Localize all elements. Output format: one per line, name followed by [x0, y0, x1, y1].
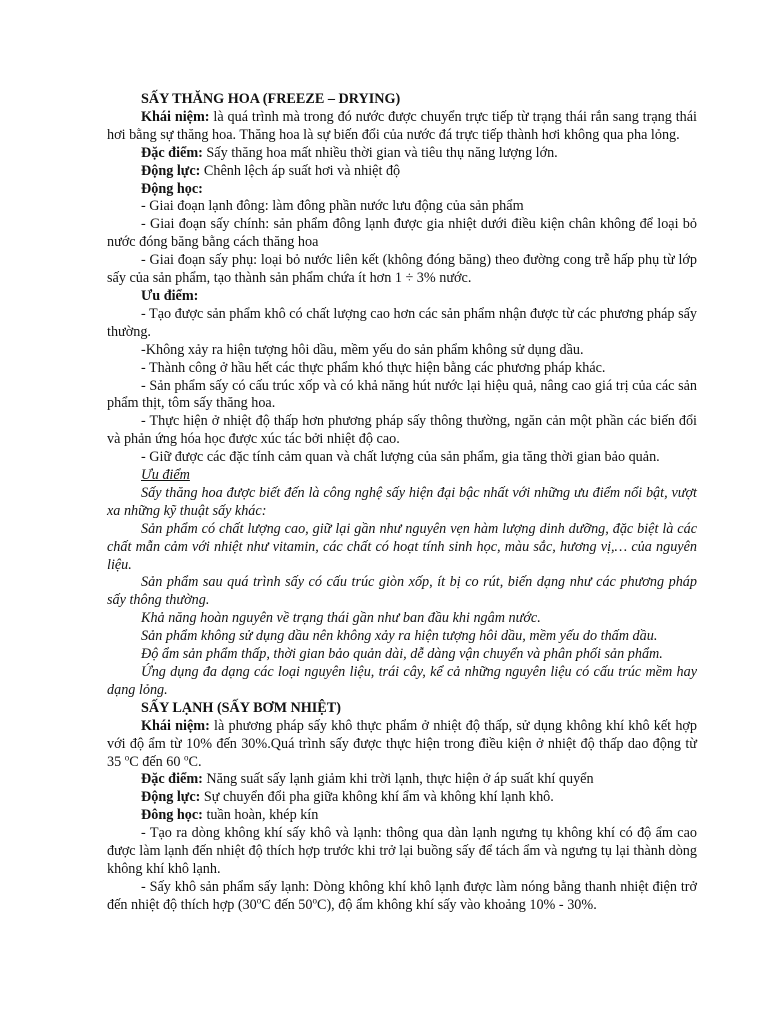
- kinetics-item-2: [107, 879, 697, 915]
- advantage-italic-item: Sản phẩm không sử dụng dầu nên không xảy ra hiện tượng hôi dầu, mềm yếu do thấm dầu.: [141, 628, 658, 645]
- kinetics-item: - Giai đoạn sấy chính: sản phẩm đông lạnh được gia nhiệt dưới điều kiện chân không để loại bỏ nước đóng băng bằng cách thăng hoa: [107, 216, 697, 251]
- text-characteristics-2: Năng suất sấy lạnh giảm khi trời lạnh, thực hiện ở áp suất khí quyển: [202, 771, 594, 788]
- paragraph-characteristics: [107, 145, 697, 163]
- paragraph-characteristics-2: [107, 771, 697, 789]
- label-driving-force: Động lực:: [141, 162, 201, 179]
- label-definition-2: Khái niệm:: [141, 717, 210, 734]
- text-definition-2c: C.: [188, 753, 202, 770]
- text-definition: là quá trình mà trong đó nước được chuyển trực tiếp từ trạng thái rắn sang trạng thái hơi bằng sự thăng hoa. Thăng hoa là sự biến đổi của nước đá trực tiếp thành hơi không qua pha lỏng.: [107, 108, 697, 143]
- paragraph-definition-2: [107, 718, 697, 772]
- label-characteristics-2: Đặc điểm:: [141, 771, 203, 788]
- advantage-item: - Thực hiện ở nhiệt độ thấp hơn phương pháp sấy thông thường, ngăn cản một phần các biến đổi và phản ứng hóa học được xúc tác bởi nhiệt độ cao.: [107, 413, 697, 448]
- section-title-freeze-drying: SẤY THĂNG HOA (FREEZE – DRYING): [141, 91, 401, 107]
- advantage-item: - Tạo được sản phẩm khô có chất lượng cao hơn các sản phẩm nhận được từ các phương pháp sấy thường.: [107, 305, 697, 340]
- paragraph-driving-force: [107, 163, 697, 181]
- label-driving-force-2: Động lực:: [141, 789, 201, 806]
- text-item2a: - Sấy khô sản phẩm sấy lạnh: Dòng không khí khô lạnh được làm nóng bằng thanh nhiệt điện trở đến nhiệt độ thích hợp (30: [107, 878, 697, 913]
- paragraph-kinetics: [107, 181, 697, 199]
- advantage-item: -Không xảy ra hiện tượng hôi dầu, mềm yếu do sản phẩm không sử dụng dầu.: [141, 341, 584, 358]
- text-characteristics: Sấy thăng hoa mất nhiều thời gian và tiêu thụ năng lượng lớn.: [202, 144, 558, 161]
- paragraph-advantages-italic: [107, 467, 697, 485]
- text-definition-2b: C đến 60: [129, 753, 185, 770]
- label-kinetics: Động học:: [141, 180, 203, 197]
- text-item2b: C đến 50: [261, 896, 313, 913]
- advantage-italic-item: Sản phẩm sau quá trình sấy có cấu trúc giòn xốp, ít bị co rút, biến dạng như các phương pháp sấy thông thường.: [107, 574, 697, 609]
- label-characteristics: Đặc điểm:: [141, 144, 203, 161]
- text-definition-2a: là phương pháp sấy khô thực phẩm ở nhiệt độ thấp, sử dụng không khí khô kết hợp với độ ẩm từ 10% đến 30%.Quá trình sấy được thực hiện trong điều kiện ở nhiệt độ thấp dao động từ 35: [107, 717, 698, 770]
- advantage-item: - Thành công ở hầu hết các thực phẩm khó thực hiện bằng các phương pháp khác.: [141, 359, 606, 376]
- kinetics-item-2: - Tạo ra dòng không khí sấy khô và lạnh: thông qua dàn lạnh ngưng tụ không khí có độ ẩm cao được làm lạnh đến nhiệt độ thích hợp trước khi trở lại buồng sấy để tách ẩm và ngưng tụ lại thành dòng không khí khô lạnh.: [107, 825, 697, 877]
- degree-sign: o: [312, 895, 317, 906]
- degree-sign: o: [256, 895, 262, 906]
- kinetics-item: - Giai đoạn sấy phụ: loại bỏ nước liên kết (không đóng băng) theo đường cong trễ hấp phụ từ lớp sấy của sản phẩm, tạo thành sản phẩm chứa ít hơn 1 ÷ 3% nước.: [107, 252, 697, 287]
- degree-sign: o: [124, 751, 130, 762]
- label-advantages-italic: Ưu điểm: [141, 467, 190, 484]
- advantage-item: - Sản phẩm sấy có cấu trúc xốp và có khả năng hút nước lại hiệu quả, nâng cao giá trị của các sản phẩm thịt, tôm sấy thăng hoa.: [107, 377, 697, 412]
- label-kinetics-2: Đông học:: [141, 807, 203, 824]
- paragraph-driving-force-2: [107, 789, 697, 807]
- label-advantages: Ưu điểm:: [141, 287, 199, 304]
- advantage-italic-item: Độ ẩm sản phẩm thấp, thời gian bảo quản dài, dễ dàng vận chuyển và phân phối sản phẩm.: [141, 646, 663, 663]
- text-driving-force: Chênh lệch áp suất hơi và nhiệt độ: [200, 162, 401, 179]
- text-item2c: C), độ ẩm không khí sấy vào khoảng 10% - 30%.: [316, 896, 597, 913]
- text-driving-force-2: Sự chuyển đổi pha giữa không khí ẩm và không khí lạnh khô.: [200, 789, 554, 806]
- advantage-italic-item: Sản phẩm có chất lượng cao, giữ lại gần như nguyên vẹn hàm lượng dinh dưỡng, đặc biệt là các chất mẫn cảm với nhiệt như vitamin, các chất có hoạt tính sinh học, màu sắc, hương vị,… của nguyên liệu.: [107, 520, 697, 573]
- label-definition: Khái niệm:: [141, 108, 210, 125]
- advantage-italic-item: Khả năng hoàn nguyên về trạng thái gần như ban đầu khi ngâm nước.: [141, 610, 541, 627]
- degree-sign: o: [184, 751, 189, 762]
- paragraph-kinetics-2: [107, 807, 697, 825]
- section-title-cold-drying: SẤY LẠNH (SẤY BƠM NHIỆT): [141, 699, 341, 716]
- paragraph-advantages: [107, 288, 697, 306]
- advantage-italic-item: Ứng dụng đa dạng các loại nguyên liệu, trái cây, kể cả những nguyên liệu có cấu trúc mềm hay dạng lỏng.: [107, 664, 697, 698]
- paragraph-definition: [107, 109, 697, 145]
- advantage-item: - Giữ được các đặc tính cảm quan và chất lượng của sản phẩm, gia tăng thời gian bảo quản.: [141, 449, 660, 466]
- text-kinetics-2: tuần hoàn, khép kín: [202, 807, 319, 824]
- kinetics-item: - Giai đoạn lạnh đông: làm đông phần nước lưu động của sản phẩm: [141, 198, 524, 215]
- advantage-italic-item: Sấy thăng hoa được biết đến là công nghệ sấy hiện đại bậc nhất với những ưu điểm nổi bật, vượt xa những kỹ thuật sấy khác:: [107, 484, 697, 519]
